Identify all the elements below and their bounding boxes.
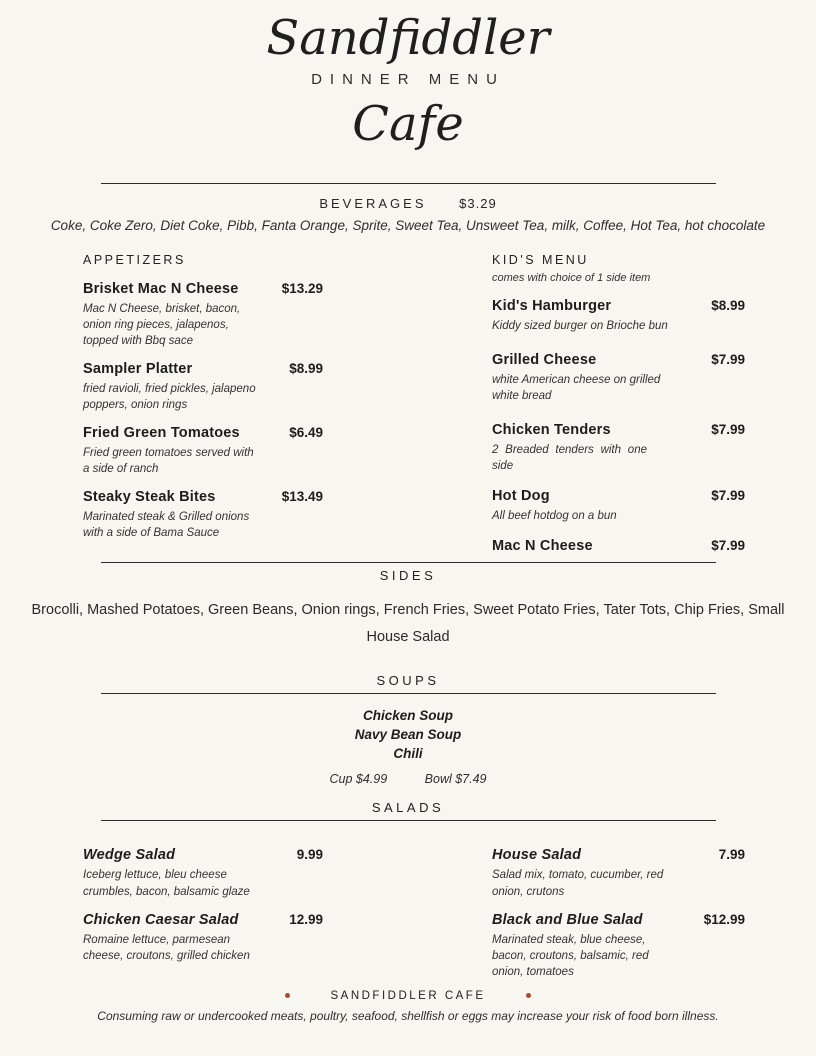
beverages-heading-row	[0, 196, 816, 211]
menu-header	[0, 0, 816, 151]
item-name: House Salad	[492, 847, 582, 864]
item-description: Marinated steak, blue cheese, bacon, croutons, balsamic, red onion, tomatoes	[492, 933, 649, 978]
menu-item-wedge-salad	[83, 847, 323, 899]
soups-list	[0, 707, 816, 764]
item-row	[83, 425, 323, 441]
appetizers-column	[83, 253, 323, 569]
item-name: Mac N Cheese	[492, 538, 593, 555]
soup-sizes-row	[0, 772, 816, 786]
soups-section	[0, 673, 816, 787]
menu-item-sampler-platter	[83, 361, 323, 413]
salads-section	[0, 847, 816, 991]
menu-item-mac-n-cheese	[492, 538, 745, 554]
beverages-price: $3.29	[459, 195, 497, 211]
item-description: 2 Breaded tenders with one side	[492, 443, 647, 472]
item-row	[492, 422, 745, 438]
menu-subtitle: DINNER MENU	[311, 70, 505, 88]
item-description: Iceberg lettuce, bleu cheese crumbles, bacon, balsamic glaze	[83, 869, 250, 898]
item-name: Steaky Steak Bites	[83, 489, 216, 506]
item-price: $13.29	[281, 280, 323, 296]
salads-heading: SALADS	[371, 800, 445, 816]
sides-list: Brocolli, Mashed Potatoes, Green Beans, Onion rings, French Fries, Sweet Potato Fries, Tater Tots, Chip Fries, Small House Salad	[31, 602, 785, 645]
item-price: $6.49	[289, 425, 323, 441]
menu-item-fried-green-tomatoes	[83, 425, 323, 477]
item-row	[492, 298, 745, 314]
item-row	[83, 847, 323, 863]
item-row	[492, 538, 745, 554]
restaurant-name-top: Sandfiddler	[266, 10, 550, 66]
item-name: Wedge Salad	[83, 847, 176, 864]
kids-menu-note: comes with choice of 1 side item	[492, 271, 651, 284]
disclaimer-text: Consuming raw or undercooked meats, poultry, seafood, shellfish or eggs may increase your risk of food born illness.	[97, 1009, 719, 1023]
item-name: Black and Blue Salad	[492, 911, 643, 928]
accent-dot-right-icon	[526, 993, 531, 998]
item-price: $7.99	[711, 351, 745, 367]
item-name: Fried Green Tomatoes	[83, 425, 240, 442]
item-name: Chicken Tenders	[492, 421, 611, 438]
item-price: 9.99	[296, 847, 323, 863]
item-name: Grilled Cheese	[492, 351, 597, 368]
menu-item-hot-dog	[492, 488, 745, 524]
item-row	[83, 489, 323, 505]
item-price: $13.49	[281, 489, 323, 505]
item-price: $12.99	[703, 911, 745, 927]
menu-item-brisket-mac-n-cheese	[83, 281, 323, 349]
menu-item-chicken-tenders	[492, 422, 745, 474]
item-price: $8.99	[289, 360, 323, 376]
item-description: fried ravioli, fried pickles, jalapeno poppers, onion rings	[83, 382, 256, 411]
item-price: 7.99	[718, 847, 745, 863]
item-price: $7.99	[711, 421, 745, 437]
appetizers-kids-section	[0, 253, 816, 569]
soup-cup-price: Cup $4.99	[329, 772, 388, 787]
item-description: Kiddy sized burger on Brioche bun	[492, 319, 668, 332]
item-name: Brisket Mac N Cheese	[83, 280, 239, 297]
menu-item-steaky-steak-bites	[83, 489, 323, 541]
restaurant-name-bottom: Cafe	[352, 95, 464, 152]
item-description: Mac N Cheese, brisket, bacon, onion ring pieces, jalapenos, topped with Bbq sace	[83, 302, 241, 347]
item-price: $7.99	[711, 538, 745, 554]
menu-item-chicken-caesar-salad	[83, 912, 323, 964]
menu-item-grilled-cheese	[492, 352, 745, 404]
item-row	[492, 488, 745, 504]
menu-item-house-salad	[492, 847, 745, 899]
beverages-list: Coke, Coke Zero, Diet Coke, Pibb, Fanta Orange, Sprite, Sweet Tea, Unsweet Tea, milk, Coffee, Hot Tea, hot chocolate	[50, 217, 766, 233]
item-name: Hot Dog	[492, 488, 550, 505]
kids-menu-heading: KID'S MENU	[492, 252, 589, 267]
item-description: Marinated steak & Grilled onions with a side of Bama Sauce	[83, 511, 250, 540]
menu-item-kids-hamburger	[492, 298, 745, 334]
item-row	[83, 281, 323, 297]
soup-item-chicken-soup: Chicken Soup	[362, 707, 453, 723]
item-row	[492, 352, 745, 368]
divider-salads	[101, 820, 716, 821]
divider-top	[101, 183, 716, 184]
item-row	[83, 912, 323, 928]
soup-item-navy-bean-soup: Navy Bean Soup	[354, 726, 462, 742]
footer-cafe-name: SANDFIDDLER CAFE	[330, 990, 486, 1002]
item-name: Sampler Platter	[83, 360, 193, 377]
item-description: white American cheese on grilled white bread	[492, 373, 661, 402]
appetizers-heading: APPETIZERS	[83, 252, 186, 267]
item-row	[492, 912, 745, 928]
salads-left-column	[83, 847, 323, 991]
soup-bowl-price: Bowl $7.49	[424, 772, 487, 787]
item-description: Romaine lettuce, parmesean cheese, croutons, grilled chicken	[83, 933, 250, 962]
item-price: $7.99	[711, 488, 745, 504]
menu-item-black-and-blue-salad	[492, 912, 745, 980]
item-name: Chicken Caesar Salad	[83, 911, 239, 928]
divider-soups	[101, 693, 716, 694]
item-row	[83, 361, 323, 377]
salads-section-header	[0, 800, 816, 821]
kids-menu-column	[492, 253, 745, 569]
sides-section	[0, 568, 816, 651]
item-price: $8.99	[711, 297, 745, 313]
soups-heading: SOUPS	[376, 672, 440, 688]
soup-item-chili: Chili	[393, 745, 423, 761]
item-price: 12.99	[289, 911, 323, 927]
footer-restaurant-name-row	[0, 990, 816, 1002]
item-name: Kid's Hamburger	[492, 297, 612, 314]
item-description: Salad mix, tomato, cucumber, red onion, crutons	[492, 869, 664, 898]
beverages-heading: BEVERAGES	[319, 195, 427, 211]
sides-heading: SIDES	[379, 568, 437, 584]
item-description: Fried green tomatoes served with a side of ranch	[83, 447, 254, 476]
accent-dot-left-icon	[285, 993, 290, 998]
item-description: All beef hotdog on a bun	[492, 510, 617, 523]
beverages-section	[0, 196, 816, 233]
salads-right-column	[492, 847, 745, 991]
item-row	[492, 847, 745, 863]
